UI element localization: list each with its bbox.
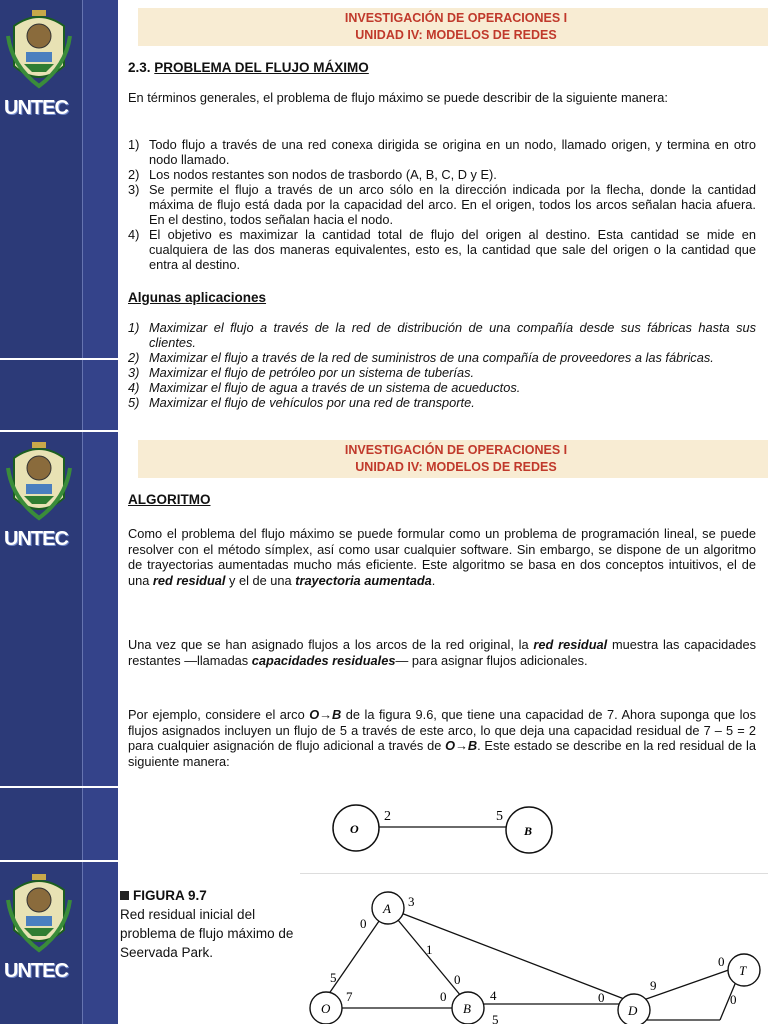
algorithm-heading: ALGORITMO bbox=[128, 492, 211, 507]
definition-list bbox=[128, 137, 756, 272]
section-title: PROBLEMA DEL FLUJO MÁXIMO bbox=[154, 60, 369, 75]
list-number: 3) bbox=[128, 182, 140, 197]
sidebar-separator bbox=[0, 860, 118, 862]
sidebar-divider bbox=[82, 0, 83, 1024]
list-item bbox=[128, 320, 756, 350]
node-label: D bbox=[628, 1003, 638, 1018]
list-text: Maximizar el flujo de vehículos por una red de transporte. bbox=[149, 395, 475, 410]
edge-label: 0 bbox=[360, 916, 367, 931]
figure-title bbox=[120, 886, 300, 905]
edge-label: 5 bbox=[330, 970, 337, 985]
list-item bbox=[128, 365, 756, 380]
node-label: O bbox=[350, 822, 359, 836]
sidebar-separator bbox=[0, 786, 118, 788]
emphasis: red residual bbox=[152, 572, 226, 588]
emphasis: capacidades residuales bbox=[251, 652, 396, 668]
emphasis: O→B bbox=[445, 738, 478, 753]
edge-label: 7 bbox=[346, 989, 353, 1004]
edge-label: 5 bbox=[492, 1012, 499, 1024]
header-course: INVESTIGACIÓN DE OPERACIONES I bbox=[344, 11, 568, 25]
list-item bbox=[128, 395, 756, 410]
edge-label: 4 bbox=[490, 988, 497, 1003]
node-label: B bbox=[524, 824, 533, 838]
emphasis: trayectoria aumentada bbox=[295, 572, 432, 588]
section-number: 2.3. bbox=[128, 60, 151, 75]
edge-label: 0 bbox=[454, 972, 461, 987]
header-unit: UNIDAD IV: MODELOS DE REDES bbox=[355, 28, 557, 42]
edge-label: 0 bbox=[598, 990, 605, 1005]
list-number: 3) bbox=[128, 365, 140, 380]
list-item bbox=[128, 167, 756, 182]
applications-heading: Algunas aplicaciones bbox=[128, 290, 267, 305]
text-run: de la figura 9.6, que tiene una capacidad de 7. Ahora suponga que los flujos asignados incluyen un flujo de 5 a través de este arco, lo que deja una capacidad residual de 7 – 5 = 2 para cualquier asignación de flujo adicional a través de bbox=[128, 707, 757, 753]
logo-text: UNTEC bbox=[4, 97, 68, 119]
edge bbox=[388, 908, 632, 1002]
list-number: 5) bbox=[128, 395, 140, 410]
logo-text: UNTEC bbox=[4, 960, 68, 982]
divider bbox=[300, 873, 768, 874]
sidebar-separator bbox=[0, 430, 118, 432]
list-number: 1) bbox=[128, 320, 140, 335]
university-crest-icon bbox=[6, 438, 72, 523]
edge bbox=[632, 966, 740, 1004]
node-label: A bbox=[383, 901, 391, 916]
sidebar bbox=[0, 0, 118, 1024]
residual-network-figure bbox=[300, 880, 768, 1024]
list-text: Maximizar el flujo de petróleo por un sistema de tuberías. bbox=[149, 365, 475, 380]
edge-label: 0 bbox=[718, 954, 725, 969]
text-run: Como el problema del flujo máximo se puede formular como un problema de programación lineal, se puede resolver con el método símplex, así como usar cualquier software. Sin embargo, se dispone de un algoritmo de trayectorias aumentadas mucho más eficiente. Este algoritmo se basa en dos conceptos intuitivos, el de una bbox=[128, 526, 756, 588]
header-course: INVESTIGACIÓN DE OPERACIONES I bbox=[344, 443, 568, 457]
list-text: Maximizar el flujo a través de la red de suministros de una compañía de proveedores a las fábricas. bbox=[149, 350, 714, 365]
list-item bbox=[128, 182, 756, 227]
algorithm-paragraph-3 bbox=[128, 707, 756, 769]
list-item bbox=[128, 227, 756, 272]
sidebar-column bbox=[82, 0, 118, 1024]
list-item bbox=[128, 350, 756, 365]
text-run: . bbox=[431, 572, 436, 588]
node-label: B bbox=[463, 1001, 471, 1016]
university-crest-icon bbox=[6, 870, 72, 955]
list-number: 4) bbox=[128, 380, 140, 395]
algorithm-paragraph-2 bbox=[128, 637, 756, 668]
arc-label: 2 bbox=[384, 809, 391, 824]
list-text: Maximizar el flujo a través de la red de distribución de una compañía desde sus fábricas hasta sus clientes. bbox=[149, 320, 756, 350]
list-item bbox=[128, 380, 756, 395]
edge-label: 0 bbox=[440, 989, 447, 1004]
edge-label: 0 bbox=[730, 992, 737, 1007]
list-text: Maximizar el flujo de agua a través de un sistema de acueductos. bbox=[149, 380, 521, 395]
list-number: 1) bbox=[128, 137, 140, 152]
list-item bbox=[128, 137, 756, 167]
node-label: O bbox=[321, 1001, 331, 1016]
text-run: — para asignar flujos adicionales. bbox=[395, 652, 588, 668]
figure-caption-text: Red residual inicial del problema de flujo máximo de Seervada Park. bbox=[120, 907, 294, 960]
intro-paragraph: En términos generales, el problema de flujo máximo se puede describir de la siguiente manera: bbox=[128, 90, 668, 105]
list-number: 2) bbox=[128, 167, 140, 182]
page-header bbox=[138, 440, 768, 478]
edge-label: 3 bbox=[408, 894, 415, 909]
university-crest-icon bbox=[6, 6, 72, 91]
list-text: Los nodos restantes son nodos de trasbordo (A, B, C, D y E). bbox=[149, 167, 497, 182]
text-run: . Este estado se describe en la red residual de la siguiente manera: bbox=[128, 738, 756, 769]
text-run: y el de una bbox=[225, 572, 296, 588]
list-number: 2) bbox=[128, 350, 140, 365]
text-run: muestra las capacidades restantes —llamadas bbox=[128, 637, 756, 668]
emphasis: red residual bbox=[533, 637, 608, 652]
arc-label: 5 bbox=[496, 809, 503, 824]
algorithm-paragraph-1 bbox=[128, 526, 756, 588]
header-unit: UNIDAD IV: MODELOS DE REDES bbox=[355, 460, 557, 474]
edge-label: 1 bbox=[426, 942, 433, 957]
figure-caption bbox=[120, 886, 300, 962]
list-text: El objetivo es maximizar la cantidad total de flujo del origen al destino. Esta cantidad se mide en cualquiera de las dos maneras equivalentes, esto es, la cantidad que sale del origen o la cantidad que entra al destino. bbox=[149, 227, 756, 272]
edge-label: 9 bbox=[650, 978, 657, 993]
figure-title-text: FIGURA 9.7 bbox=[133, 888, 207, 903]
page-header bbox=[138, 8, 768, 46]
applications-list bbox=[128, 320, 756, 410]
list-text: Se permite el flujo a través de un arco sólo en la dirección indicada por la flecha, donde la cantidad máxima de flujo está dada por la capacidad del arco. En el origen, todos los arcos señalan hacia afuera. En el destino, todos señalan hacia el nodo. bbox=[149, 182, 756, 227]
section-heading bbox=[128, 60, 369, 75]
residual-arc-diagram bbox=[320, 800, 560, 860]
list-number: 4) bbox=[128, 227, 140, 242]
list-text: Todo flujo a través de una red conexa dirigida se origina en un nodo, llamado origen, y termina en otro nodo llamado. bbox=[149, 137, 756, 167]
logo-text: UNTEC bbox=[4, 528, 68, 550]
text-run: Una vez que se han asignado flujos a los arcos de la red original, la bbox=[128, 637, 534, 652]
emphasis: O→B bbox=[309, 707, 342, 722]
bullet-square-icon bbox=[120, 891, 129, 900]
sidebar-separator bbox=[0, 358, 118, 360]
text-run: Por ejemplo, considere el arco bbox=[128, 707, 310, 722]
node-label: T bbox=[739, 963, 747, 978]
